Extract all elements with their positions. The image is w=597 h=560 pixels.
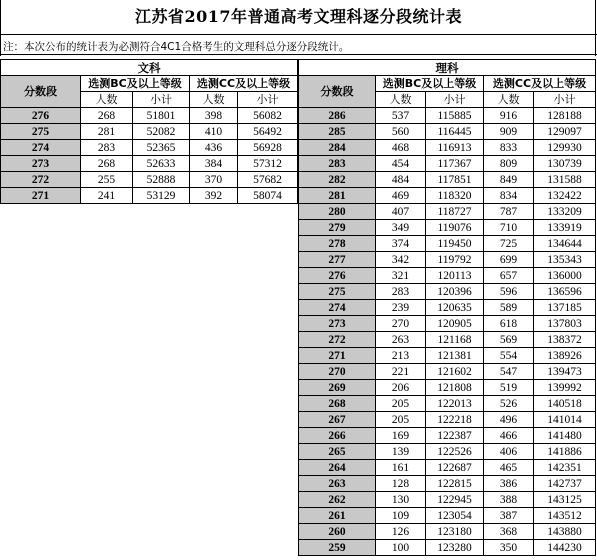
arts-cc-subtotal-header: 小计 — [238, 92, 298, 108]
science-table-row — [299, 540, 596, 556]
science-bc-count-cell: 205 — [376, 412, 426, 428]
science-bc-count-cell: 169 — [376, 428, 426, 444]
science-bc-subtotal-cell: 122218 — [426, 412, 484, 428]
science-bc-count-cell: 342 — [376, 252, 426, 268]
science-table-row — [299, 300, 596, 316]
arts-bc-subtotal-cell: 53129 — [133, 188, 190, 204]
science-score-segment-cell: 284 — [299, 140, 376, 156]
arts-segment-header: 分数段 — [1, 76, 81, 108]
science-cc-subtotal-cell: 135343 — [534, 252, 596, 268]
science-bc-subtotal-cell: 122526 — [426, 444, 484, 460]
science-cc-subtotal-cell: 143512 — [534, 508, 596, 524]
science-score-segment-cell: 263 — [299, 476, 376, 492]
science-cc-count-cell: 388 — [484, 492, 534, 508]
science-bc-subtotal-cell: 122687 — [426, 460, 484, 476]
science-score-segment-cell: 282 — [299, 172, 376, 188]
arts-score-segment-cell: 273 — [1, 156, 81, 172]
arts-score-segment-cell: 275 — [1, 124, 81, 140]
arts-cc-subtotal-cell: 58074 — [238, 188, 298, 204]
arts-cc-count-cell: 436 — [190, 140, 238, 156]
science-score-segment-cell: 285 — [299, 124, 376, 140]
science-score-segment-cell: 279 — [299, 220, 376, 236]
science-cc-count-cell: 916 — [484, 108, 534, 124]
science-table-row — [299, 252, 596, 268]
science-table-row — [299, 156, 596, 172]
science-cc-subtotal-cell: 131588 — [534, 172, 596, 188]
science-score-segment-cell: 278 — [299, 236, 376, 252]
science-cc-subtotal-header: 小计 — [534, 92, 596, 108]
science-cc-subtotal-cell: 134644 — [534, 236, 596, 252]
science-bc-subtotal-cell: 119076 — [426, 220, 484, 236]
arts-table-row — [1, 188, 298, 204]
science-bc-subtotal-cell: 117367 — [426, 156, 484, 172]
science-cc-count-cell: 350 — [484, 540, 534, 556]
arts-bc-count-header: 人数 — [81, 92, 133, 108]
science-bc-subtotal-cell: 115885 — [426, 108, 484, 124]
science-table-row — [299, 268, 596, 284]
science-score-segment-cell: 283 — [299, 156, 376, 172]
science-segment-header: 分数段 — [299, 76, 376, 108]
arts-bc-count-cell: 241 — [81, 188, 133, 204]
science-bc-count-cell: 205 — [376, 396, 426, 412]
science-score-segment-cell: 266 — [299, 428, 376, 444]
science-bc-subtotal-cell: 119450 — [426, 236, 484, 252]
page-title: 江苏省2017年普通高考文理科逐分段统计表 — [134, 7, 463, 26]
science-score-segment-cell: 261 — [299, 508, 376, 524]
science-table-row — [299, 460, 596, 476]
science-score-segment-cell: 265 — [299, 444, 376, 460]
science-score-segment-cell: 268 — [299, 396, 376, 412]
science-bc-subtotal-cell: 121602 — [426, 364, 484, 380]
science-bc-count-cell: 484 — [376, 172, 426, 188]
title-divider — [0, 34, 597, 35]
arts-bc-subtotal-header: 小计 — [133, 92, 190, 108]
science-table-row — [299, 380, 596, 396]
science-bc-count-cell: 560 — [376, 124, 426, 140]
science-score-segment-cell: 264 — [299, 460, 376, 476]
science-cc-count-cell: 368 — [484, 524, 534, 540]
science-table-row — [299, 508, 596, 524]
science-table-row — [299, 284, 596, 300]
science-cc-subtotal-cell: 132422 — [534, 188, 596, 204]
arts-bc-count-cell: 283 — [81, 140, 133, 156]
science-bc-subtotal-cell: 120905 — [426, 316, 484, 332]
science-score-segment-cell: 277 — [299, 252, 376, 268]
science-cc-subtotal-cell: 137803 — [534, 316, 596, 332]
science-bc-subtotal-cell: 122387 — [426, 428, 484, 444]
science-table-row — [299, 124, 596, 140]
science-cc-subtotal-cell: 144230 — [534, 540, 596, 556]
left-border — [0, 0, 1, 56]
science-table-row — [299, 220, 596, 236]
science-cc-subtotal-cell: 143125 — [534, 492, 596, 508]
science-score-segment-cell: 281 — [299, 188, 376, 204]
science-cc-count-cell: 465 — [484, 460, 534, 476]
science-cc-count-cell: 849 — [484, 172, 534, 188]
science-score-segment-cell: 271 — [299, 348, 376, 364]
science-score-segment-cell: 260 — [299, 524, 376, 540]
footnote: 注：本次公布的统计表为必测符合4C1合格考生的文理科总分逐分段统计。 — [3, 41, 350, 53]
science-table-row — [299, 364, 596, 380]
science-bc-count-cell: 270 — [376, 316, 426, 332]
science-bc-subtotal-cell: 116445 — [426, 124, 484, 140]
arts-cc-count-cell: 398 — [190, 108, 238, 124]
arts-table-row — [1, 124, 298, 140]
science-cc-count-cell: 496 — [484, 412, 534, 428]
science-table-row — [299, 412, 596, 428]
science-bc-subtotal-cell: 121381 — [426, 348, 484, 364]
science-cc-count-cell: 466 — [484, 428, 534, 444]
arts-cc-subtotal-cell: 56082 — [238, 108, 298, 124]
science-cc-count-header: 人数 — [484, 92, 534, 108]
science-section-title: 理科 — [299, 60, 596, 76]
science-cc-count-cell: 387 — [484, 508, 534, 524]
science-table-row — [299, 236, 596, 252]
science-cc-count-cell: 787 — [484, 204, 534, 220]
science-table-row — [299, 524, 596, 540]
science-score-segment-cell: 262 — [299, 492, 376, 508]
science-cc-count-cell: 386 — [484, 476, 534, 492]
arts-bc-count-cell: 281 — [81, 124, 133, 140]
arts-table-row — [1, 140, 298, 156]
science-bc-count-cell: 161 — [376, 460, 426, 476]
science-bc-count-cell: 407 — [376, 204, 426, 220]
science-score-segment-cell: 272 — [299, 332, 376, 348]
science-cc-subtotal-cell: 139473 — [534, 364, 596, 380]
science-cc-count-cell: 596 — [484, 284, 534, 300]
science-cc-count-cell: 406 — [484, 444, 534, 460]
arts-bc-subtotal-cell: 52633 — [133, 156, 190, 172]
science-bc-subtotal-cell: 120635 — [426, 300, 484, 316]
science-cc-count-cell: 833 — [484, 140, 534, 156]
science-table-row — [299, 188, 596, 204]
arts-cc-subtotal-cell: 57312 — [238, 156, 298, 172]
science-cc-count-cell: 809 — [484, 156, 534, 172]
science-score-segment-cell: 274 — [299, 300, 376, 316]
science-table-row — [299, 332, 596, 348]
science-bc-subtotal-cell: 117851 — [426, 172, 484, 188]
science-cc-count-cell: 618 — [484, 316, 534, 332]
science-table-row — [299, 172, 596, 188]
science-cc-group-header: 选测CC及以上等级 — [484, 76, 596, 92]
science-cc-subtotal-cell: 129097 — [534, 124, 596, 140]
arts-cc-count-header: 人数 — [190, 92, 238, 108]
arts-bc-count-cell: 268 — [81, 108, 133, 124]
arts-bc-group-header: 选测BC及以上等级 — [81, 76, 190, 92]
science-cc-count-cell: 526 — [484, 396, 534, 412]
science-bc-count-cell: 468 — [376, 140, 426, 156]
science-cc-count-cell: 569 — [484, 332, 534, 348]
science-score-segment-cell: 276 — [299, 268, 376, 284]
science-table — [298, 59, 596, 556]
science-cc-subtotal-cell: 133209 — [534, 204, 596, 220]
science-bc-count-cell: 349 — [376, 220, 426, 236]
science-cc-subtotal-cell: 141480 — [534, 428, 596, 444]
arts-score-segment-cell: 272 — [1, 172, 81, 188]
science-bc-subtotal-cell: 121168 — [426, 332, 484, 348]
science-bc-count-cell: 454 — [376, 156, 426, 172]
science-bc-count-cell: 109 — [376, 508, 426, 524]
arts-cc-subtotal-cell: 57682 — [238, 172, 298, 188]
science-bc-subtotal-cell: 123180 — [426, 524, 484, 540]
science-score-segment-cell: 270 — [299, 364, 376, 380]
science-cc-subtotal-cell: 141886 — [534, 444, 596, 460]
arts-score-segment-cell: 271 — [1, 188, 81, 204]
science-table-row — [299, 396, 596, 412]
arts-cc-subtotal-cell: 56928 — [238, 140, 298, 156]
science-cc-count-cell: 554 — [484, 348, 534, 364]
science-bc-count-cell: 321 — [376, 268, 426, 284]
science-cc-count-cell: 710 — [484, 220, 534, 236]
science-table-row — [299, 108, 596, 124]
arts-section-title: 文科 — [1, 60, 298, 76]
science-bc-group-header: 选测BC及以上等级 — [376, 76, 484, 92]
arts-cc-count-cell: 384 — [190, 156, 238, 172]
science-table-row — [299, 492, 596, 508]
science-bc-count-cell: 537 — [376, 108, 426, 124]
science-bc-subtotal-cell: 120113 — [426, 268, 484, 284]
science-bc-count-cell: 263 — [376, 332, 426, 348]
science-score-segment-cell: 269 — [299, 380, 376, 396]
science-cc-subtotal-cell: 139992 — [534, 380, 596, 396]
science-score-segment-cell: 280 — [299, 204, 376, 220]
arts-score-segment-cell: 274 — [1, 140, 81, 156]
arts-cc-count-cell: 370 — [190, 172, 238, 188]
science-score-segment-cell: 259 — [299, 540, 376, 556]
arts-cc-count-cell: 410 — [190, 124, 238, 140]
science-cc-subtotal-cell: 138372 — [534, 332, 596, 348]
science-score-segment-cell: 286 — [299, 108, 376, 124]
arts-table-row — [1, 156, 298, 172]
science-table-row — [299, 428, 596, 444]
science-bc-subtotal-header: 小计 — [426, 92, 484, 108]
science-bc-subtotal-cell: 118727 — [426, 204, 484, 220]
arts-score-segment-cell: 276 — [1, 108, 81, 124]
science-bc-count-cell: 126 — [376, 524, 426, 540]
science-cc-count-cell: 657 — [484, 268, 534, 284]
science-bc-count-cell: 130 — [376, 492, 426, 508]
science-cc-count-cell: 909 — [484, 124, 534, 140]
science-table-row — [299, 444, 596, 460]
arts-bc-subtotal-cell: 51801 — [133, 108, 190, 124]
science-bc-subtotal-cell: 116913 — [426, 140, 484, 156]
science-bc-subtotal-cell: 123280 — [426, 540, 484, 556]
science-table-row — [299, 316, 596, 332]
arts-bc-count-cell: 255 — [81, 172, 133, 188]
science-score-segment-cell: 275 — [299, 284, 376, 300]
science-cc-subtotal-cell: 142737 — [534, 476, 596, 492]
arts-table-row — [1, 108, 298, 124]
science-bc-subtotal-cell: 122945 — [426, 492, 484, 508]
science-cc-subtotal-cell: 141014 — [534, 412, 596, 428]
science-bc-count-cell: 239 — [376, 300, 426, 316]
science-bc-subtotal-cell: 123054 — [426, 508, 484, 524]
science-bc-count-header: 人数 — [376, 92, 426, 108]
science-bc-subtotal-cell: 121808 — [426, 380, 484, 396]
science-cc-subtotal-cell: 138926 — [534, 348, 596, 364]
science-table-row — [299, 204, 596, 220]
science-cc-subtotal-cell: 137185 — [534, 300, 596, 316]
science-bc-count-cell: 213 — [376, 348, 426, 364]
arts-bc-count-cell: 268 — [81, 156, 133, 172]
science-score-segment-cell: 273 — [299, 316, 376, 332]
science-cc-subtotal-cell: 143880 — [534, 524, 596, 540]
science-bc-count-cell: 206 — [376, 380, 426, 396]
science-bc-count-cell: 221 — [376, 364, 426, 380]
science-bc-count-cell: 128 — [376, 476, 426, 492]
arts-bc-subtotal-cell: 52082 — [133, 124, 190, 140]
right-border — [595, 0, 596, 56]
science-cc-subtotal-cell: 140518 — [534, 396, 596, 412]
science-bc-count-cell: 100 — [376, 540, 426, 556]
science-cc-subtotal-cell: 129930 — [534, 140, 596, 156]
science-bc-count-cell: 374 — [376, 236, 426, 252]
arts-table — [0, 59, 298, 204]
science-cc-subtotal-cell: 136000 — [534, 268, 596, 284]
science-table-row — [299, 140, 596, 156]
science-table-row — [299, 476, 596, 492]
science-cc-subtotal-cell: 133919 — [534, 220, 596, 236]
science-cc-count-cell: 699 — [484, 252, 534, 268]
science-cc-count-cell: 834 — [484, 188, 534, 204]
arts-cc-subtotal-cell: 56492 — [238, 124, 298, 140]
science-cc-subtotal-cell: 130739 — [534, 156, 596, 172]
science-cc-count-cell: 519 — [484, 380, 534, 396]
science-cc-subtotal-cell: 142351 — [534, 460, 596, 476]
arts-table-row — [1, 172, 298, 188]
science-cc-count-cell: 589 — [484, 300, 534, 316]
science-bc-count-cell: 283 — [376, 284, 426, 300]
arts-bc-subtotal-cell: 52888 — [133, 172, 190, 188]
science-bc-count-cell: 469 — [376, 188, 426, 204]
science-table-row — [299, 348, 596, 364]
science-score-segment-cell: 267 — [299, 412, 376, 428]
science-bc-subtotal-cell: 119792 — [426, 252, 484, 268]
science-bc-subtotal-cell: 122815 — [426, 476, 484, 492]
science-bc-subtotal-cell: 120396 — [426, 284, 484, 300]
arts-cc-group-header: 选测CC及以上等级 — [190, 76, 298, 92]
arts-cc-count-cell: 392 — [190, 188, 238, 204]
science-cc-count-cell: 725 — [484, 236, 534, 252]
science-bc-subtotal-cell: 118320 — [426, 188, 484, 204]
note-divider — [0, 54, 597, 55]
science-bc-count-cell: 139 — [376, 444, 426, 460]
science-cc-subtotal-cell: 128188 — [534, 108, 596, 124]
science-cc-count-cell: 547 — [484, 364, 534, 380]
science-bc-subtotal-cell: 122013 — [426, 396, 484, 412]
arts-bc-subtotal-cell: 52365 — [133, 140, 190, 156]
science-cc-subtotal-cell: 136596 — [534, 284, 596, 300]
